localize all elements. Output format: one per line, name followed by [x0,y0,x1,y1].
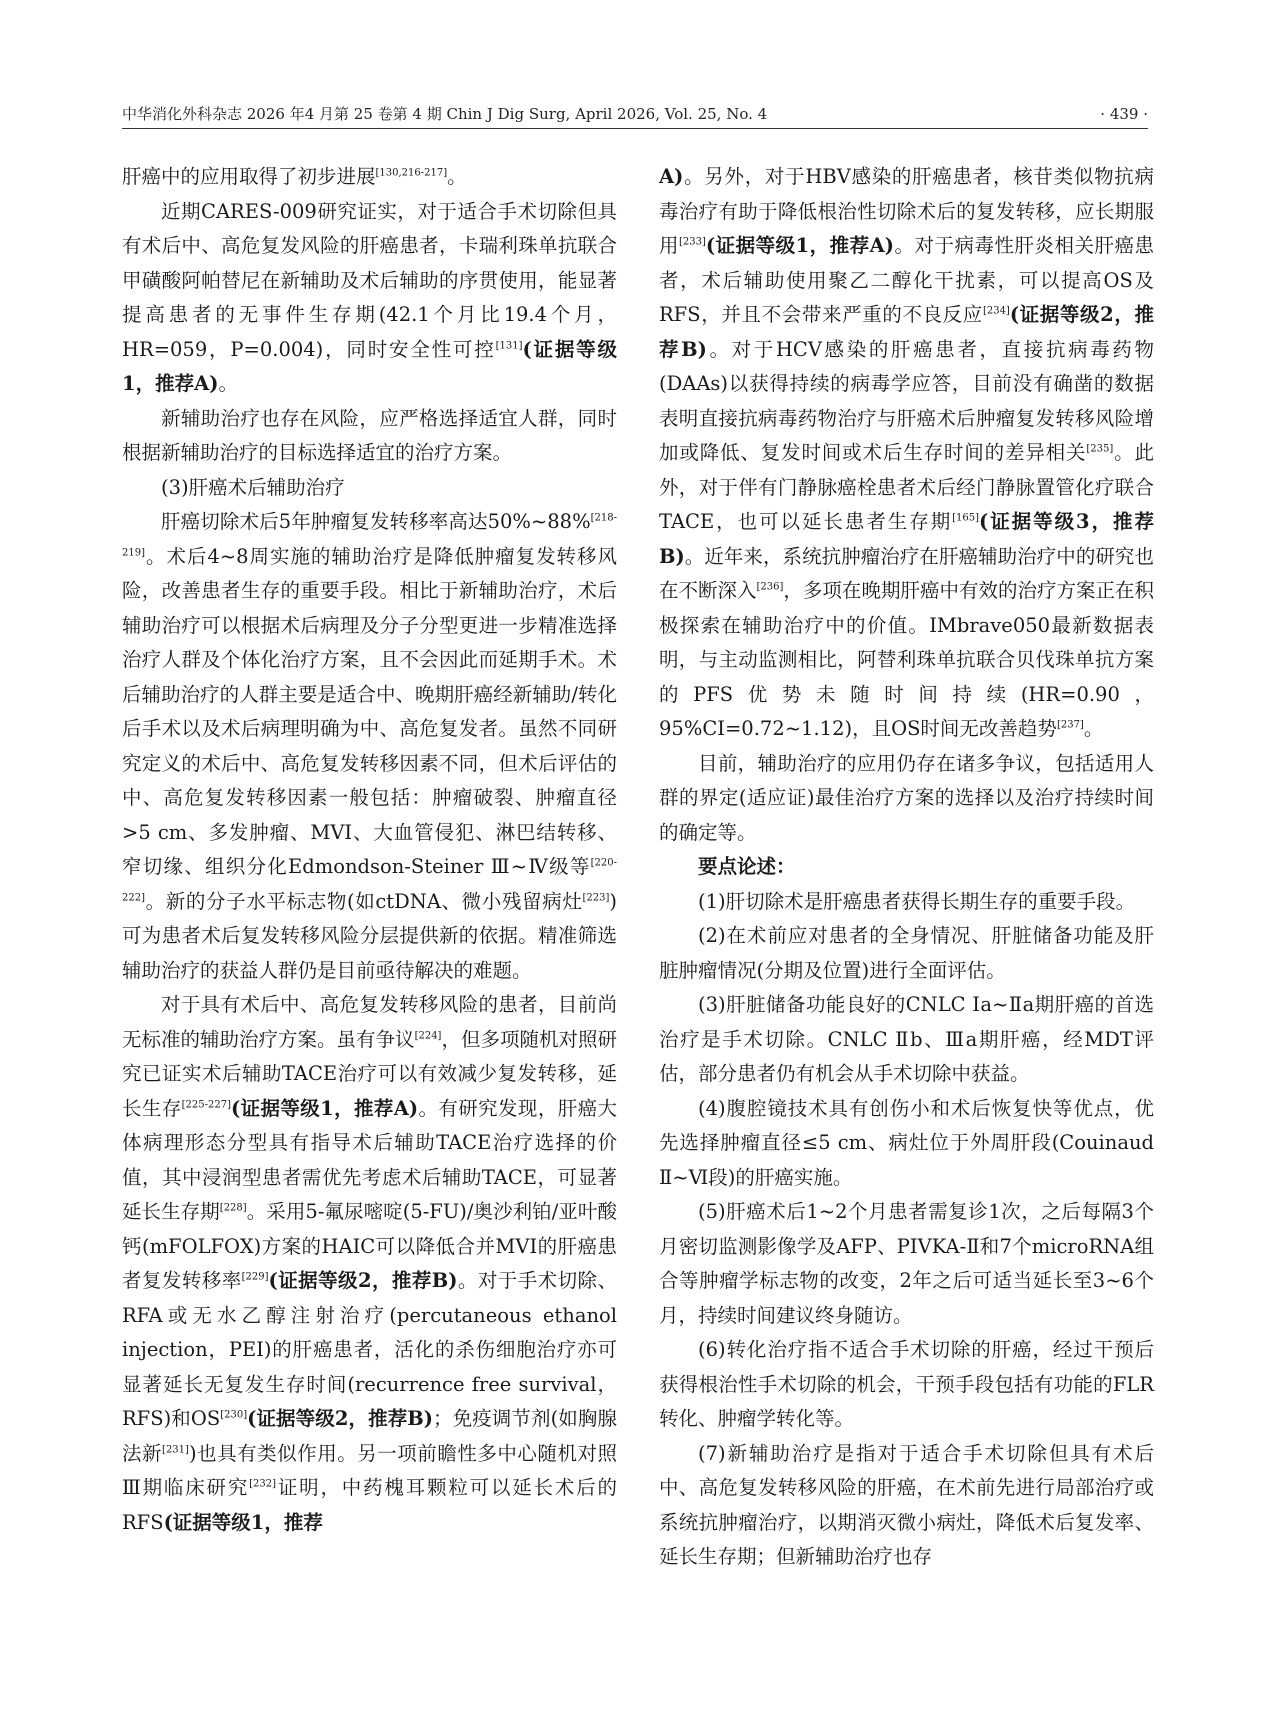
citation-ref: [131] [495,340,523,351]
journal-citation: 中华消化外科杂志 2026 年4 月第 25 卷第 4 期 Chin J Dig Surg, April 2026, Vol. 25, No. 4 [122,105,768,123]
evidence-grade: (证据等级1，推荐A) [231,1096,419,1120]
evidence-grade: (证据等级2，推荐B) [247,1407,434,1430]
paragraph [659,1195,1154,1333]
text-run: 。近年来，系统抗肿瘤治疗在肝癌辅助治疗中的研究也在不断深入 [659,544,1154,602]
text-run: 。 [447,165,467,188]
citation-ref: [232] [249,1478,277,1490]
text-run: (6)转化治疗指不适合手术切除的肝癌，经过干预后获得根治性手术切除的机会，干预手段包括有功能的FLR转化、肿瘤学转化等。 [659,1338,1154,1430]
page-number: · 439 · [1100,105,1148,123]
text-run: 新辅助治疗也存在风险，应严格选择适宜人群，同时根据新辅助治疗的目标选择适宜的治疗方案。 [122,406,617,464]
citation-ref: [233] [679,236,706,248]
text-run: (3)肝癌术后辅助治疗 [161,475,345,499]
evidence-grade: A) [659,165,684,188]
text-run: )也具有类似作用。另一项前瞻性多中心随机对照Ⅲ期临床研究 [122,1441,617,1499]
paragraph [122,160,617,195]
evidence-grade: (证据等级2，推荐B) [659,303,1154,361]
paragraph [659,160,1154,747]
citation-ref: [235] [1086,443,1114,455]
evidence-grade: (证据等级1，推荐A) [122,337,617,395]
text-run: 对于具有术后中、高危复发转移风险的患者，目前尚无标准的辅助治疗方案。虽有争议 [122,993,617,1051]
citation-ref: [230] [220,1409,248,1421]
citation-ref: [130,216-217] [375,167,448,179]
citation-ref: [218-219] [122,512,617,558]
text-run: 目前，辅助治疗的应用仍存在诸多争议，包括适用人群的界定(适应证)最佳治疗方案的选择以及治疗持续时间的确定等。 [659,751,1154,844]
paragraph [659,747,1154,851]
citation-ref: [236] [756,581,784,593]
text-run: 。有研究发现，肝癌大体病理形态分型具有指导术后辅助TACE治疗选择的价值，其中浸润型患者需优先考虑术后辅助TACE，可显著延长生存期 [122,1096,617,1223]
text-run: ，但多项随机对照研究已证实术后辅助TACE治疗可以有效减少复发转移，延长生存 [122,1027,617,1120]
paragraph [122,505,617,988]
citation-ref: [229] [241,1271,269,1283]
text-run: )可为患者术后复发转移风险分层提供新的依据。精准筛选辅助治疗的获益人群仍是目前亟待解决的难题。 [122,889,617,982]
text-run: 。 [1083,717,1104,740]
evidence-grade: (证据等级1，推荐A) [705,234,895,257]
citation-ref: [224] [414,1030,442,1041]
paragraph [122,402,617,471]
left-text-column [122,160,617,1540]
text-run: 。对于病毒性肝炎相关肝癌患者，术后辅助使用聚乙二醇化干扰素，可以提高OS及RFS，并且不会带来严重的不良反应 [659,234,1154,326]
citation-ref: [165] [952,512,980,524]
paragraph [122,988,617,1540]
paragraph [659,1092,1154,1196]
paragraph [122,471,617,506]
text-run: (2)在术前应对患者的全身情况、肝脏储备功能及肝脏肿瘤情况(分期及位置)进行全面评估。 [659,924,1154,982]
text-run: 。采用5-氟尿嘧啶(5-FU)/奥沙利铂/亚叶酸钙(mFOLFOX)方案的HAIC可以降低合并MVI的肝癌患者复发转移率 [122,1200,617,1292]
citation-ref: [220-222] [122,857,617,903]
text-run: 证明，中药槐耳颗粒可以延长术后的RFS [122,1476,617,1534]
citation-ref: [223] [582,892,610,903]
evidence-grade: (证据等级1，推荐 [163,1510,323,1534]
text-run: 肝癌切除术后5年肿瘤复发转移率高达50%~88% [161,510,591,533]
text-run: 。新的分子水平标志物(如ctDNA、微小残留病灶 [145,889,583,913]
right-text-column [659,160,1154,1575]
text-run: 。此外，对于伴有门静脉癌栓患者术后经门静脉置管化疗联合TACE，也可以延长患者生存期 [659,441,1154,533]
evidence-grade: (证据等级3，推荐B) [659,510,1154,568]
paragraph [659,885,1154,920]
evidence-grade: 要点论述： [698,855,796,878]
text-run: 近期CARES-009研究证实，对于适合手术切除但具有术后中、高危复发风险的肝癌患者，卡瑞利珠单抗联合甲磺酸阿帕替尼在新辅助及术后辅助的序贯使用，能显著提高患者的无事件生存期(42.1个月比19.4个月，HR=059，P=0.004)，同时安全性可控 [122,199,617,361]
paragraph [659,850,1154,885]
text-run: 。术后4~8周实施的辅助治疗是降低肿瘤复发转移风险，改善患者生存的重要手段。相比于新辅助治疗，术后辅助治疗可以根据术后病理及分子分型更进一步精准选择治疗人群及个体化治疗方案，且不会因此而延期手术。术后辅助治疗的人群主要是适合中、晚期肝癌经新辅助/转化后手术以及术后病理明确为中、高危复发者。虽然不同研究定义的术后中、高危复发转移因素不同，但术后评估的中、高危复发转移因素一般包括：肿瘤破裂、肿瘤直径>5 cm、多发肿瘤、MVI、大血管侵犯、淋巴结转移、窄切缘、组织分化Edmondson-Steiner Ⅲ~Ⅳ级等 [122,544,617,878]
citation-ref: [234] [982,305,1010,317]
text-run: (7)新辅助治疗是指对于适合手术切除但具有术后中、高危复发转移风险的肝癌，在术前先进行局部治疗或系统抗肿瘤治疗，以期消灭微小病灶，降低术后复发率、延长生存期；但新辅助治疗也存 [659,1441,1154,1568]
text-run: 。对于HCV感染的肝癌患者，直接抗病毒药物(DAAs)以获得持续的病毒学应答，目前没有确凿的数据表明直接抗病毒药物治疗与肝癌术后肿瘤复发转移风险增加或降低、复发时间或术后生存时间的差异相关 [659,337,1154,464]
text-run: ；免疫调节剂(如胸腺法新 [122,1407,618,1465]
running-header [122,100,1148,129]
text-run: 肝癌中的应用取得了初步进展 [122,165,376,188]
text-run: 。另外，对于HBV感染的肝癌患者，核苷类似物抗病毒治疗有助于降低根治性切除术后的复发转移，应长期服用 [659,165,1154,257]
paragraph [659,1333,1154,1437]
text-run: (1)肝切除术是肝癌患者获得长期生存的重要手段。 [698,889,1136,913]
paragraph [122,195,617,402]
paragraph [659,1437,1154,1575]
text-run: 。 [218,372,238,395]
text-run: ，多项在晚期肝癌中有效的治疗方案正在积极探索在辅助治疗中的价值。IMbrave050最新数据表明，与主动监测相比，阿替利珠单抗联合贝伐珠单抗方案的PFS优势未随时间持续(HR=0.90，95%CI=0.72~1.12)，且OS时间无改善趋势 [659,579,1154,740]
text-run: (3)肝脏储备功能良好的CNLC Ⅰa~Ⅱa期肝癌的首选治疗是手术切除。CNLC Ⅱb、Ⅲa期肝癌，经MDT评估，部分患者仍有机会从手术切除中获益。 [659,993,1154,1085]
citation-ref: [237] [1056,719,1084,731]
paragraph [659,988,1154,1092]
citation-ref: [228] [219,1202,247,1214]
citation-ref: [231] [162,1444,189,1455]
citation-ref: [225-227] [181,1099,232,1110]
text-run: (4)腹腔镜技术具有创伤小和术后恢复快等优点，优先选择肿瘤直径≤5 cm、病灶位于外周肝段(Couinaud Ⅱ~Ⅵ段)的肝癌实施。 [659,1096,1154,1189]
evidence-grade: (证据等级2，推荐B) [268,1269,458,1292]
text-run: 。对于手术切除、RFA或无水乙醇注射治疗(percutaneous ethanol injection，PEI)的肝癌患者，活化的杀伤细胞治疗亦可显著延长无复发生存时间(recurrence free survival，RFS)和OS [122,1269,617,1430]
text-run: (5)肝癌术后1~2个月患者需复诊1次，之后每隔3个月密切监测影像学及AFP、PIVKA-Ⅱ和7个microRNA组合等肿瘤学标志物的改变，2年之后可适当延长至3~6个月，持续时间建议终身随访。 [659,1200,1154,1327]
paragraph [659,919,1154,988]
